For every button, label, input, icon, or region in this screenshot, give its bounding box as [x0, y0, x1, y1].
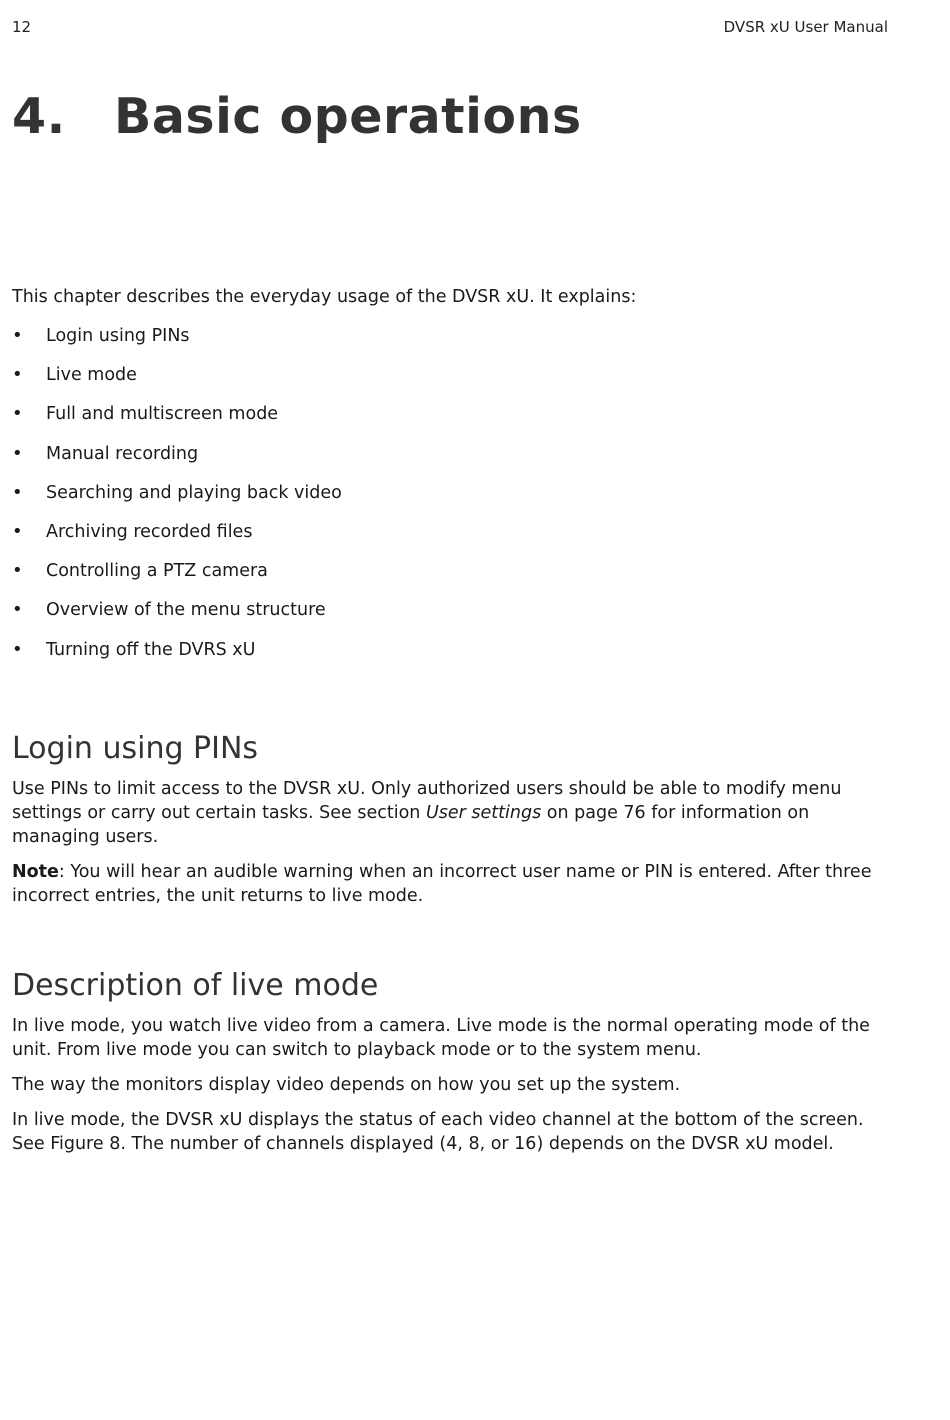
list-item [12, 350, 897, 389]
bullet-icon: • [12, 364, 23, 386]
list-item [12, 585, 897, 624]
bullet-icon: • [12, 481, 23, 503]
bullet-icon: • [12, 520, 23, 542]
bullet-icon: • [12, 638, 23, 660]
list-item-text: Archiving recorded files [46, 521, 253, 542]
bullet-icon: • [12, 325, 23, 346]
list-item-text: Overview of the menu structure [46, 600, 326, 621]
list-item-text: Turning off the DVRS xU [46, 639, 256, 660]
live-mode-paragraph-3: In live mode, the DVSR xU displays the status of each video channel at the bottom of the screen. See Figure 8. The number of channels displayed (4, 8, or 16) depends on the DVSR xU model. [12, 1109, 864, 1154]
bullet-icon: • [12, 560, 23, 582]
running-header: DVSR xU User Manual [723, 18, 888, 36]
user-settings-reference: User settings [425, 802, 542, 823]
list-item-text: Live mode [46, 365, 137, 386]
list-item [12, 546, 897, 585]
page-content [12, 285, 897, 1156]
list-item [12, 468, 897, 507]
bullet-icon: • [12, 599, 23, 621]
bullet-icon: • [12, 442, 23, 464]
list-item [12, 507, 897, 546]
note-text: : You will hear an audible warning when an incorrect user name or PIN is entered. After three incorrect entries, the unit returns to live mode. [12, 861, 872, 906]
chapter-number: 4. [12, 88, 66, 145]
live-mode-paragraph-1: In live mode, you watch live video from a camera. Live mode is the normal operating mode of the unit. From live mode you can switch to playback mode or to the system menu. [12, 1015, 870, 1060]
intro-paragraph: This chapter describes the everyday usage of the DVSR xU. It explains: [12, 287, 637, 307]
list-item-text: Full and multiscreen mode [46, 404, 279, 425]
bullet-icon: • [12, 403, 23, 425]
list-item-text: Manual recording [46, 443, 199, 464]
list-item-text: Searching and playing back video [46, 482, 342, 503]
note-paragraph [12, 860, 897, 908]
list-item [12, 625, 897, 664]
list-item [12, 429, 897, 468]
list-item-text: Controlling a PTZ camera [46, 561, 268, 582]
note-label: Note [12, 861, 59, 882]
login-text-start: Use PINs to limit access to the DVSR xU. Only authorized users should be able to modify menu settings or carry out certain tasks. See section [12, 778, 842, 823]
list-item [12, 311, 897, 350]
page-number: 12 [12, 18, 32, 36]
live-mode-paragraph-2: The way the monitors display video depends on how you set up the system. [12, 1074, 681, 1095]
chapter-title [12, 88, 582, 145]
live-mode-section-heading: Description of live mode [12, 967, 379, 1003]
chapter-title-text: Basic operations [114, 88, 582, 145]
list-item-text: Login using PINs [46, 326, 190, 346]
login-text-end: on page 76 for information on managing users. [12, 802, 810, 847]
login-paragraph [12, 777, 897, 849]
login-section-heading: Login using PINs [12, 730, 259, 766]
list-item [12, 389, 897, 428]
topics-list [12, 311, 897, 664]
